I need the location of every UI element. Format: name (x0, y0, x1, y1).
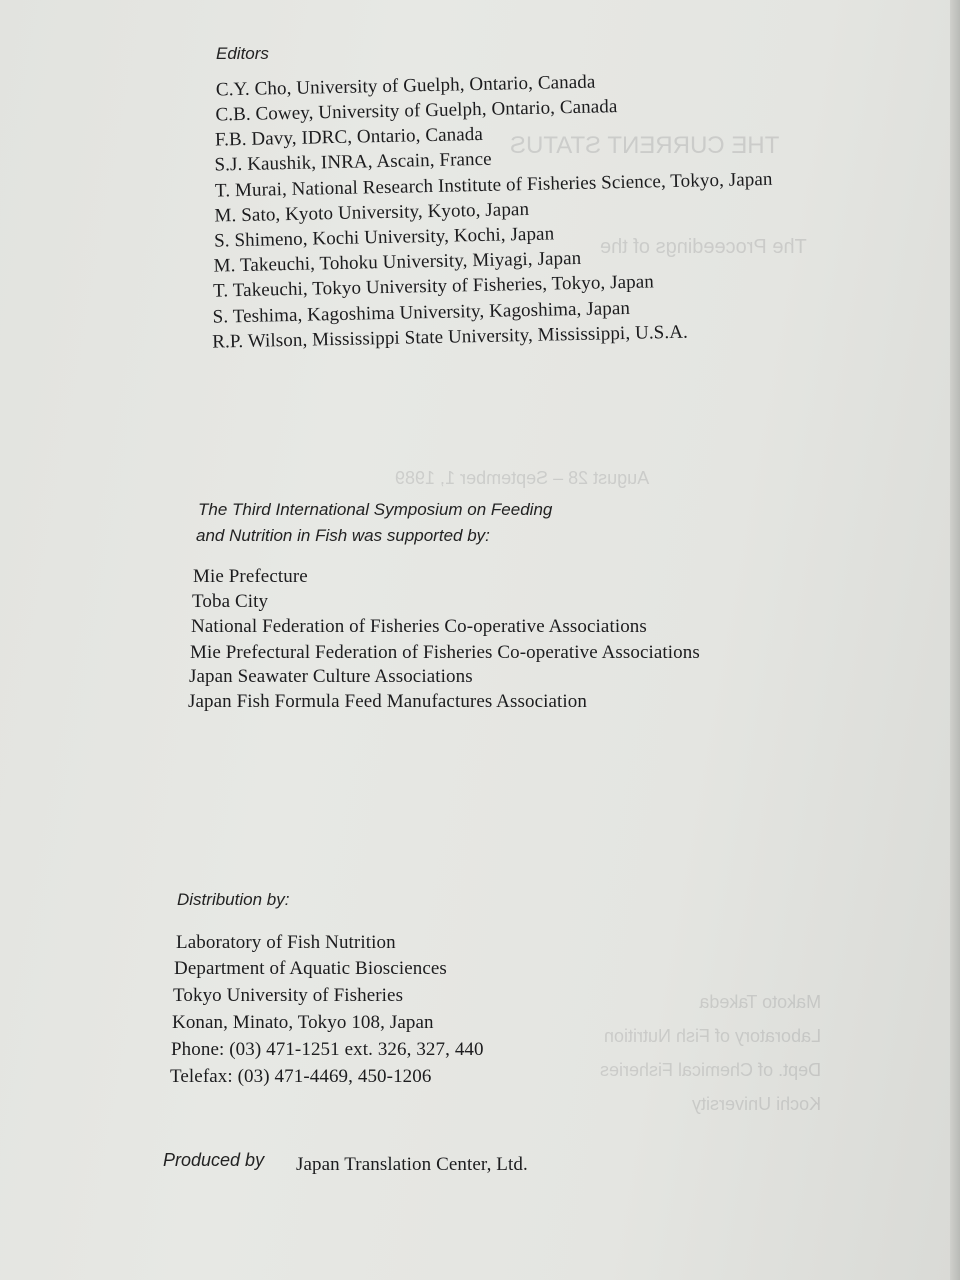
distribution-heading: Distribution by: (177, 890, 290, 909)
produced-by-value: Japan Translation Center, Ltd. (296, 1154, 528, 1175)
bleed-through-text: Makoto Takeda Laboratory of Fish Nutrition Dept. of Chemical Fisheries Kochi University (600, 992, 822, 1114)
bleed-through-text: August 28 – September 1, 1989 (395, 468, 650, 488)
supporter-item: Mie Prefectural Federation of Fisheries Co-operative Associations (190, 642, 700, 663)
support-heading-line2: and Nutrition in Fish was supported by: (196, 526, 490, 545)
distribution-line: Laboratory of Fish Nutrition (176, 932, 396, 953)
page-edge (950, 0, 960, 1280)
editors-heading: Editors (216, 44, 269, 63)
distribution-line: Department of Aquatic Biosciences (174, 958, 447, 979)
supporter-item: Mie Prefecture (193, 566, 308, 587)
supporter-item: Toba City (192, 591, 269, 612)
distribution-line: Telefax: (03) 471-4469, 450-1206 (170, 1066, 432, 1087)
distribution-line: Konan, Minato, Tokyo 108, Japan (172, 1012, 434, 1033)
editor-entry: C.B. Cowey, University of Guelph, Ontario, Canada (215, 96, 618, 126)
distribution-line: Phone: (03) 471-1251 ext. 326, 327, 440 (171, 1039, 484, 1060)
distribution-line: Tokyo University of Fisheries (173, 985, 404, 1006)
editor-entry: S. Teshima, Kagoshima University, Kagoshima, Japan (212, 297, 631, 328)
editor-entry: S.J. Kaushik, INRA, Ascain, France (214, 148, 492, 176)
supporter-item: National Federation of Fisheries Co-operative Associations (191, 616, 647, 637)
produced-by-label: Produced by (163, 1150, 265, 1170)
bleed-through-text: The Proceedings of the (600, 236, 807, 258)
editor-entry: C.Y. Cho, University of Guelph, Ontario, Canada (215, 71, 596, 101)
editor-entry: T. Murai, National Research Institute of Fisheries Science, Tokyo, Japan (214, 168, 773, 202)
editor-entry: S. Shimeno, Kochi University, Kochi, Japan (213, 223, 555, 252)
editor-entry: R.P. Wilson, Mississippi State University, Mississippi, U.S.A. (211, 321, 689, 353)
bleed-through-text: THE CURRENT STATUS (510, 132, 780, 159)
editor-entry: F.B. Davy, IDRC, Ontario, Canada (214, 123, 484, 151)
supporter-item: Japan Seawater Culture Associations (189, 666, 473, 687)
editor-entry: T. Takeuchi, Tokyo University of Fisheries, Tokyo, Japan (212, 271, 655, 302)
editor-entry: M. Sato, Kyoto University, Kyoto, Japan (214, 198, 530, 227)
support-heading-line1: The Third International Symposium on Feeding (198, 500, 553, 519)
supporter-item: Japan Fish Formula Feed Manufactures Association (188, 691, 587, 712)
editor-entry: M. Takeuchi, Tohoku University, Miyagi, Japan (213, 247, 582, 277)
